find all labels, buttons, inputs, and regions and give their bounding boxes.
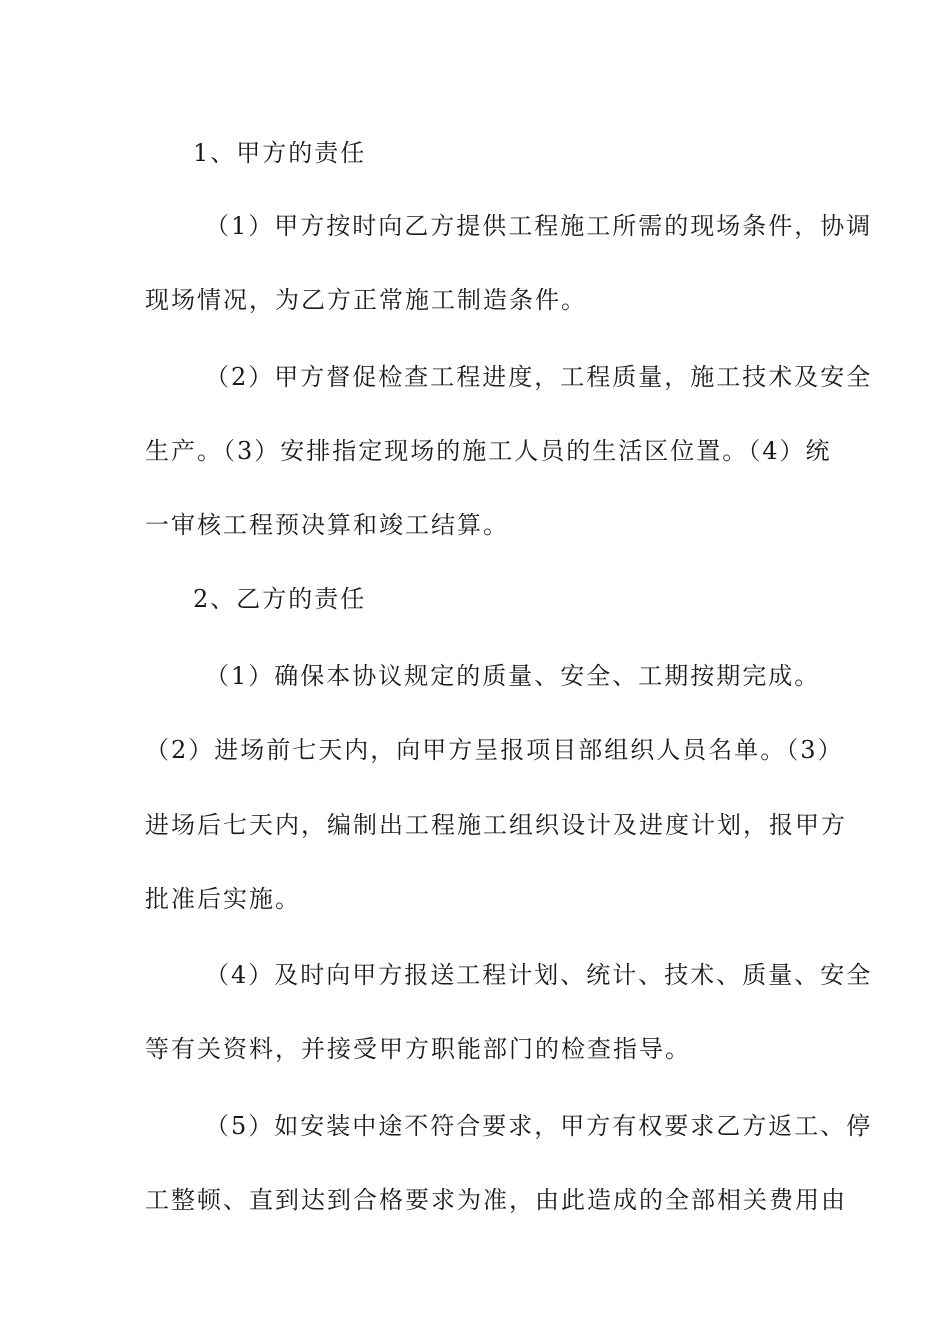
paragraph-line: （1）甲方按时向乙方提供工程施工所需的现场条件，协调 — [205, 212, 873, 240]
paragraph-line: （2）甲方督促检查工程进度，工程质量，施工技术及安全 — [205, 363, 873, 391]
section-heading-party-b: 2、乙方的责任 — [193, 585, 367, 613]
paragraph-line: （5）如安装中途不符合要求，甲方有权要求乙方返工、停 — [205, 1112, 873, 1140]
paragraph-line: （4）及时向甲方报送工程计划、统计、技术、质量、安全 — [205, 961, 873, 989]
paragraph-line: 批准后实施。 — [145, 885, 301, 913]
paragraph-line: 进场后七天内，编制出工程施工组织设计及进度计划，报甲方 — [145, 811, 847, 839]
paragraph-line: （2）进场前七天内，向甲方呈报项目部组织人员名单。（3） — [145, 736, 844, 764]
paragraph-line: 等有关资料，并接受甲方职能部门的检查指导。 — [145, 1035, 691, 1063]
paragraph-line: 生产。（3）安排指定现场的施工人员的生活区位置。（4）统 — [145, 437, 832, 465]
paragraph-line: 工整顿、直到达到合格要求为准，由此造成的全部相关费用由 — [145, 1186, 847, 1214]
paragraph-line: （1）确保本协议规定的质量、安全、工期按期完成。 — [205, 662, 821, 690]
section-heading-party-a: 1、甲方的责任 — [193, 139, 367, 167]
paragraph-line: 现场情况，为乙方正常施工制造条件。 — [145, 286, 587, 314]
paragraph-line: 一审核工程预决算和竣工结算。 — [145, 511, 509, 539]
